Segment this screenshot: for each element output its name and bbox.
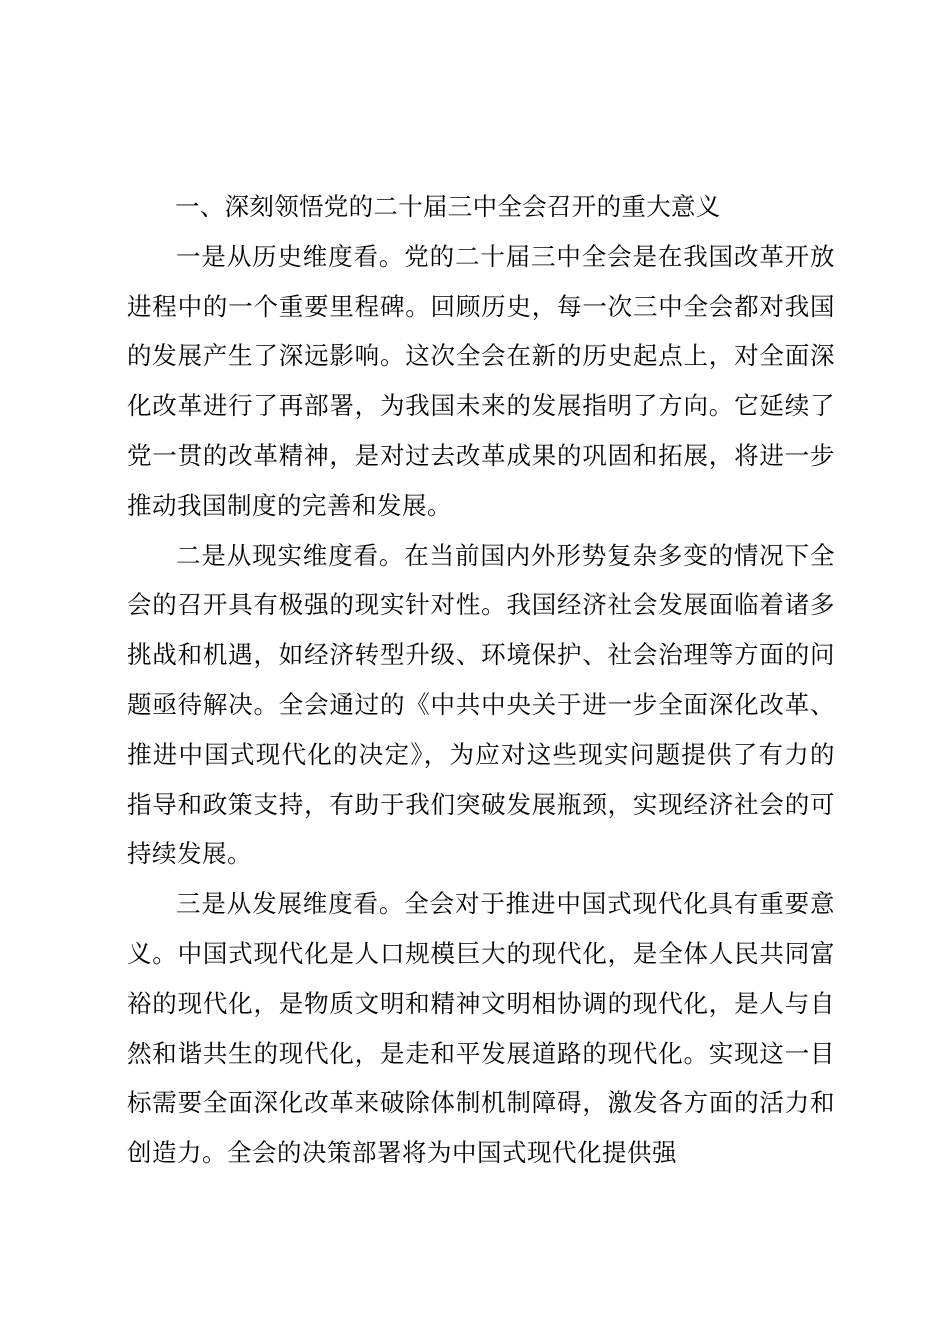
document-body (127, 182, 835, 1178)
section-heading: 一、深刻领悟党的二十届三中全会召开的重大意义 (175, 192, 721, 221)
paragraph-history: 一是从历史维度看。党的二十届三中全会是在我国改革开放进程中的一个重要里程碑。回顾历史，每一次三中全会都对我国的发展产生了深远影响。这次全会在新的历史起点上，对全面深化改革进行了再部署，为我国未来的发展指明了方向。它延续了党一贯的改革精神，是对过去改革成果的巩固和拓展，将进一步推动我国制度的完善和发展。 (127, 241, 835, 520)
paragraph-reality: 二是从现实维度看。在当前国内外形势复杂多变的情况下全会的召开具有极强的现实针对性。我国经济社会发展面临着诸多挑战和机遇，如经济转型升级、环境保护、社会治理等方面的问题亟待解决。全会通过的《中共中央关于进一步全面深化改革、推进中国式现代化的决定》，为应对这些现实问题提供了有力的指导和政策支持，有助于我们突破发展瓶颈，实现经济社会的可持续发展。 (127, 540, 835, 869)
paragraph-development: 三是从发展维度看。全会对于推进中国式现代化具有重要意义。中国式现代化是人口规模巨大的现代化，是全体人民共同富裕的现代化，是物质文明和精神文明相协调的现代化，是人与自然和谐共生的现代化，是走和平发展道路的现代化。实现这一目标需要全面深化改革来破除体制机制障碍，激发各方面的活力和创造力。全会的决策部署将为中国式现代化提供强 (127, 889, 835, 1168)
